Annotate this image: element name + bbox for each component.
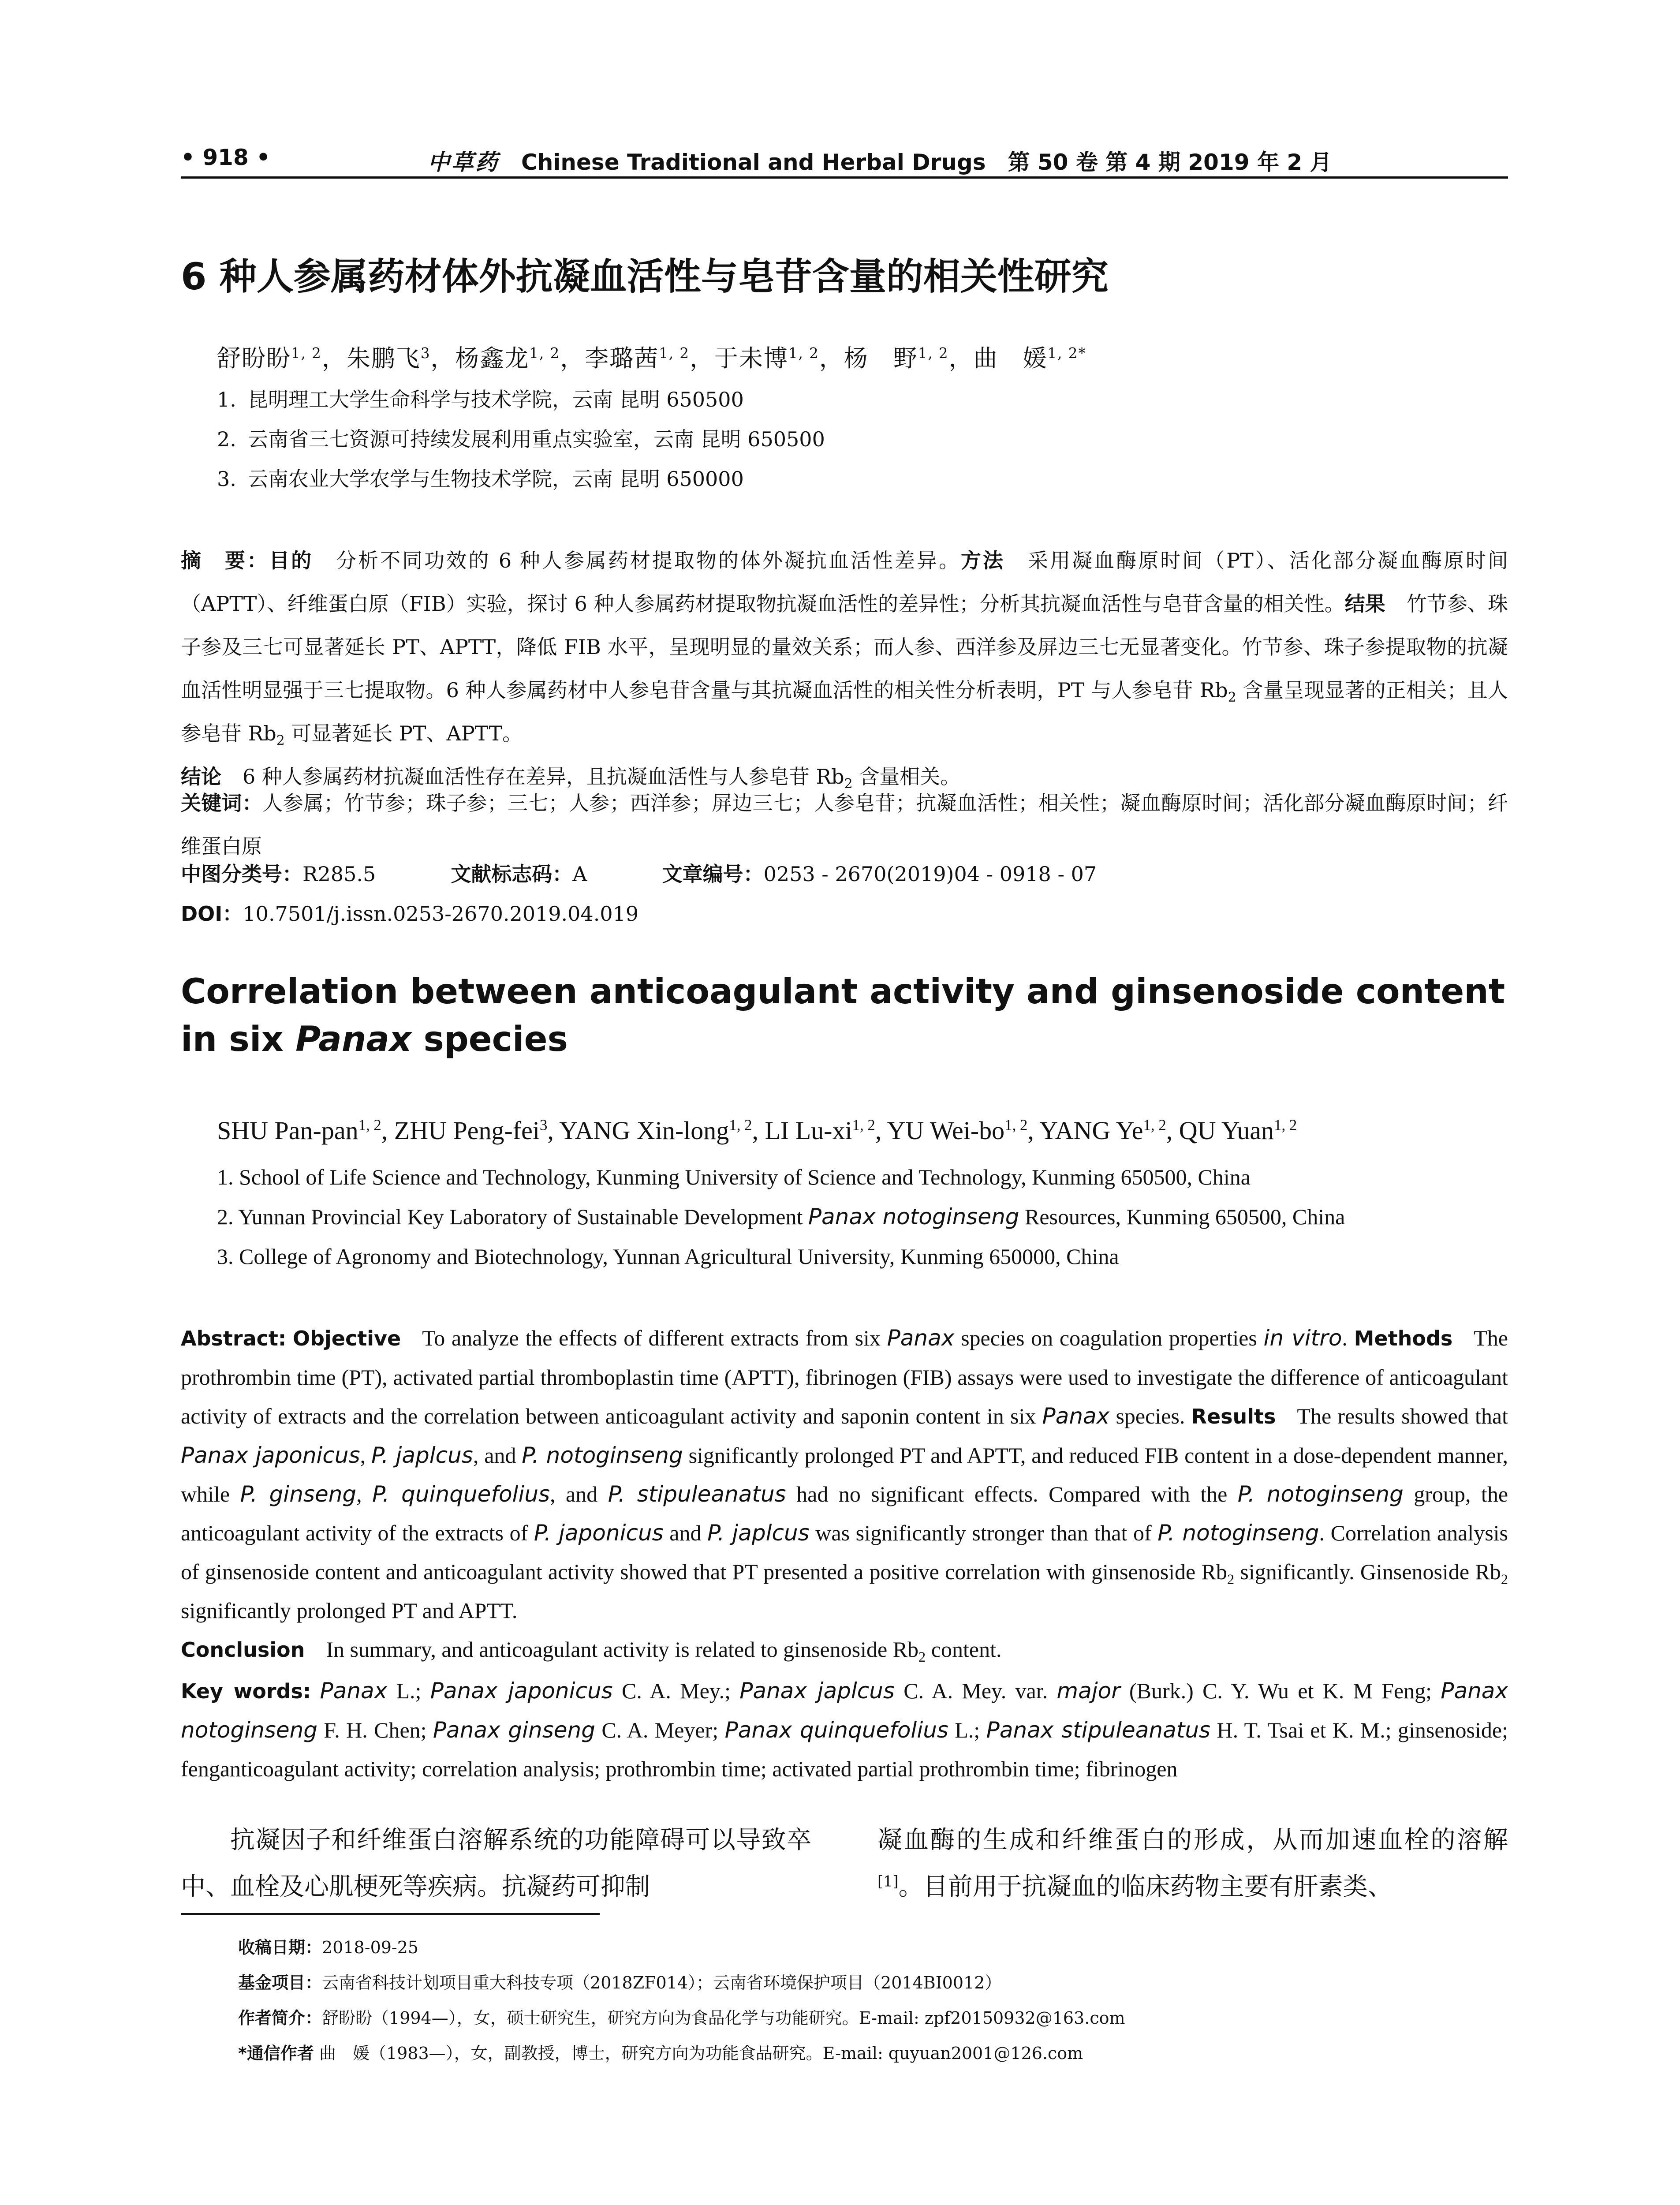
citation-ref: [1] [877, 1872, 899, 1890]
abstract-text: The prothrombin time (PT), activated partial thromboplastin time (APTT), fibrinogen (FIB) assays were used to investigate the difference of anticoagulant activity of extracts and the correlation between anticoagulant activity and saponin content in six [181, 1326, 1508, 1428]
abstract-text: , and [473, 1443, 522, 1468]
footnote-label: 作者简介： [238, 2008, 322, 2028]
abstract-text: . Correlation analysis of ginsenoside content and anticoagulant activity showed that PT presented a positive correlation with ginsenoside Rb [181, 1521, 1508, 1584]
objective-label: 目的 [269, 549, 314, 572]
subscript: 2 [844, 776, 853, 792]
aff-text: 云南省三七资源可持续发展利用重点实验室，云南 昆明 650500 [248, 427, 825, 451]
cn-author: 舒盼盼 [217, 344, 291, 372]
cn-affiliation-3 [217, 463, 744, 492]
english-keywords [181, 1671, 1508, 1788]
methods-text: 采用凝血酶原时间（PT）、活化部分凝血酶原时间（APTT）、纤维蛋白原（FIB）实验，探讨 6 种人参属药材提取物抗凝血活性的差异性；分析其抗凝血活性与皂苷含量的相关性。 [181, 549, 1508, 616]
objective-text: 分析不同功效的 6 种人参属药材提取物的体外凝抗血活性差异。 [334, 549, 961, 572]
aff-number: 1. [217, 388, 236, 411]
title-text: species [411, 1020, 568, 1059]
abstract-text: , [360, 1443, 372, 1468]
results-text: 含量呈现显著的正相关；且人参皂苷 Rb [181, 678, 1508, 745]
abstract-text: significantly prolonged PT and APTT, and reduced FIB content in a dose-dependent manner, while [181, 1443, 1508, 1506]
cn-author-sup: 1, 2 [659, 345, 690, 362]
footnote-text: 曲 媛（1983—），女，副教授，博士，研究方向为功能食品研究。E-mail: quyuan2001@126.com [314, 2044, 1083, 2063]
subscript: 2 [1227, 1572, 1235, 1588]
italic-text: Panax japlcus [739, 1678, 895, 1704]
cn-author-sup: 1, 2 [788, 345, 819, 362]
conclusion-label: 结论 [181, 765, 221, 789]
clc-value: R285.5 [302, 862, 376, 886]
cn-author-sup: 1, 2* [1047, 345, 1086, 362]
article-no-value: 0253 - 2670(2019)04 - 0918 - 07 [763, 862, 1097, 886]
cn-author: 杨鑫龙 [455, 344, 530, 372]
italic-text: major [1057, 1678, 1120, 1704]
chinese-abstract [181, 539, 1508, 798]
abstract-text: was significantly stronger than that of [809, 1521, 1158, 1545]
abstract-text: significantly prolonged PT and APTT. [181, 1598, 518, 1623]
en-author: ZHU Peng-fei [394, 1116, 540, 1145]
keyword-text: L.; [387, 1678, 430, 1703]
cn-author: 李璐茜 [585, 344, 659, 372]
header-rule [181, 176, 1508, 179]
article-no-label: 文章编号： [662, 862, 764, 886]
en-author-sup: 1, 2 [358, 1116, 381, 1134]
aff-italic: Panax notoginseng [808, 1204, 1019, 1230]
abstract-label: Abstract: [181, 1327, 287, 1350]
keyword-text: F. H. Chen; [317, 1718, 433, 1742]
keyword-text: L.; [948, 1718, 986, 1742]
abstract-text: , [356, 1482, 373, 1506]
italic-text: P. ginseng [240, 1481, 357, 1507]
en-author-sup: 1, 2 [852, 1116, 875, 1134]
abstract-text: species on coagulation properties [954, 1326, 1264, 1350]
body-text: 。目前用于抗凝血的临床药物主要有肝素类、 [898, 1872, 1393, 1901]
aff-number: 3. [217, 467, 236, 491]
abstract-label: 摘 要： [181, 549, 269, 572]
subscript: 2 [918, 1649, 926, 1665]
footnote-text: 云南省科技计划项目重大科技专项（2018ZF014）；云南省环境保护项目（2014BI0012） [322, 1973, 1002, 1992]
en-author: YANG Xin-long [559, 1116, 729, 1145]
abstract-text: . [1342, 1326, 1348, 1350]
en-affiliation-2 [217, 1204, 1345, 1230]
doccode-value: A [572, 862, 587, 886]
italic-text: Panax ginseng [433, 1717, 595, 1743]
doi-line [181, 896, 1508, 931]
en-author-sup: 1, 2 [1143, 1116, 1166, 1134]
footnote-corresponding [238, 2040, 1083, 2064]
conclusion-label: Conclusion [181, 1638, 305, 1662]
journal-issue: 第 50 卷 第 4 期 2019 年 2 月 [1008, 149, 1332, 175]
title-italic: Panax [295, 1020, 412, 1059]
journal-name: Chinese Traditional and Herbal Drugs [521, 149, 986, 175]
results-label: Results [1191, 1405, 1276, 1428]
aff-text: 2. Yunnan Provincial Key Laboratory of Sustainable Development [217, 1204, 808, 1229]
classification-line [181, 856, 1508, 892]
objective-label: Objective [293, 1327, 401, 1350]
en-author-sup: 1, 2 [729, 1116, 752, 1134]
page-number: • 918 • [181, 145, 271, 170]
chinese-keywords [181, 781, 1508, 868]
conclusion-text: 含量相关。 [852, 765, 961, 789]
abstract-text: had no significant effects. Compared with the [786, 1482, 1238, 1506]
abstract-text: and [663, 1521, 708, 1545]
results-text: 竹节参、珠子参及三七可显著延长 PT、APTT，降低 FIB 水平，呈现明显的量效关系；而人参、西洋参及屏边三七无显著变化。竹节参、珠子参提取物的抗凝血活性明显强于三七提取物。6 种人参属药材中人参皂苷含量与其抗凝血活性的相关性分析表明，PT 与人参皂苷 Rb [181, 592, 1508, 702]
cn-author-sup: 1, 2 [291, 345, 322, 362]
doi-label: DOI： [181, 902, 243, 926]
cn-author: 杨 野 [844, 344, 918, 372]
italic-text: P. japlcus [371, 1443, 473, 1468]
keywords-text: 人参属；竹节参；珠子参；三七；人参；西洋参；屏边三七；人参皂苷；抗凝血活性；相关性；凝血酶原时间；活化部分凝血酶原时间；纤维蛋白原 [181, 791, 1508, 858]
subscript: 2 [1228, 690, 1236, 706]
footnote-funding [238, 1969, 1001, 1993]
footnote-author [238, 2004, 1125, 2029]
en-author-sup: 1, 2 [1274, 1116, 1297, 1134]
subscript: 2 [276, 733, 285, 749]
en-affiliation-1: 1. School of Life Science and Technology, Kunming University of Science and Technology, Kunming 650500, China [217, 1165, 1251, 1189]
title-text: Correlation between anticoagulant activity and ginsenoside content in six [181, 972, 1505, 1059]
chinese-authors: 舒盼盼$^{1, 2}$，朱鹏飞$^3$，杨鑫龙$^{1, 2}$，李璐茜$^{1, 2}$，于未博$^{1, 2}$，杨 野$^{1, 2}$，曲 媛$^{1, 2*}$ [217, 344, 1086, 372]
body-column-right [877, 1817, 1508, 1910]
keyword-text: (Burk.) C. Y. Wu et K. M Feng; [1120, 1678, 1441, 1703]
abstract-text: group, the anticoagulant activity of the extracts of [181, 1482, 1508, 1545]
results-text: 可显著延长 PT、APTT。 [284, 721, 523, 745]
italic-text: P. japlcus [707, 1520, 810, 1546]
keywords-label: Key words: [181, 1679, 311, 1703]
abstract-text: In summary, and anticoagulant activity is related to ginsenoside Rb [326, 1637, 919, 1662]
aff-text: 云南农业大学农学与生物技术学院，云南 昆明 650000 [248, 467, 744, 491]
methods-label: Methods [1354, 1327, 1453, 1350]
footnote-rule [181, 1913, 600, 1915]
journal-logo: 中草药 [428, 150, 499, 175]
abstract-text: , and [550, 1482, 608, 1506]
subscript: 2 [1501, 1572, 1508, 1588]
journal-header [428, 145, 1332, 176]
en-author: QU Yuan [1179, 1116, 1274, 1145]
cn-affiliation-2 [217, 423, 825, 452]
cn-author: 于未博 [714, 344, 789, 372]
conclusion-text: 6 种人参属药材抗凝血活性存在差异，且抗凝血活性与人参皂苷 Rb [243, 765, 844, 789]
cn-author-sup: 3 [420, 345, 431, 362]
italic-text: P. notoginseng [522, 1443, 683, 1468]
italic-text: P. japonicus [534, 1520, 664, 1546]
footnote-received [238, 1934, 418, 1958]
en-author: LI Lu-xi [765, 1116, 852, 1145]
cn-author: 朱鹏飞 [346, 344, 421, 372]
cn-affiliation-1 [217, 384, 744, 413]
aff-text: 昆明理工大学生命科学与技术学院，云南 昆明 650500 [248, 388, 744, 411]
footnote-label: *通信作者 [238, 2044, 314, 2063]
footnote-text: 舒盼盼（1994—），女，硕士研究生，研究方向为食品化学与功能研究。E-mail: zpf20150932@163.com [322, 2008, 1125, 2028]
english-authors: SHU Pan-pan$^{1, 2}$, ZHU Peng-fei$^3$, YANG Xin-long$^{1, 2}$, LI Lu-xi$^{1, 2}$, YU Wei-bo$^{1, 2}$, YANG Ye$^{1, 2}$, QU Yuan$^{1, 2}$ [217, 1116, 1297, 1145]
italic-text: Panax japonicus [430, 1678, 613, 1704]
keywords-label: 关键词： [181, 791, 263, 815]
chinese-title: 6 种人参属药材体外抗凝血活性与皂苷含量的相关性研究 [181, 255, 1109, 298]
italic-text: Panax [1042, 1403, 1110, 1429]
paper-page [181, 0, 1508, 2205]
aff-text: Resources, Kunming 650500, China [1019, 1204, 1345, 1229]
italic-text: Panax [320, 1678, 388, 1704]
results-label: 结果 [1344, 592, 1385, 616]
abstract-text: significantly. Ginsenoside Rb [1234, 1559, 1501, 1584]
english-abstract [181, 1319, 1508, 1669]
italic-text: Panax stipuleanatus [986, 1717, 1211, 1743]
doi-value: 10.7501/j.issn.0253-2670.2019.04.019 [243, 902, 639, 926]
italic-text: Panax japonicus [181, 1443, 360, 1468]
running-header [181, 140, 1508, 176]
cn-author-sup: 1, 2 [529, 345, 560, 362]
italic-text: Panax [887, 1325, 955, 1351]
footnote-label: 基金项目： [238, 1973, 322, 1992]
keyword-text: C. A. Meyer; [595, 1718, 725, 1742]
doccode-label: 文献标志码： [451, 862, 573, 886]
en-author: YANG Ye [1039, 1116, 1143, 1145]
footnote-label: 收稿日期： [238, 1938, 322, 1957]
cn-author-sup: 1, 2 [918, 345, 949, 362]
keyword-text: C. A. Mey. var. [894, 1678, 1057, 1703]
body-text: 凝血酶的生成和纤维蛋白的形成，从而加速血栓的溶解 [877, 1826, 1508, 1854]
italic-text: Panax quinquefolius [724, 1717, 948, 1743]
italic-text: P. notoginseng [1237, 1481, 1404, 1507]
italic-text: P. notoginseng [1157, 1520, 1319, 1546]
body-column-left: 抗凝因子和纤维蛋白溶解系统的功能障碍可以导致卒中、血栓及心肌梗死等疾病。抗凝药可抑制 [181, 1826, 811, 1901]
cn-author: 曲 媛 [973, 344, 1048, 372]
italic-text: Panax notoginseng [181, 1678, 1508, 1743]
italic-text: P. stipuleanatus [608, 1481, 786, 1507]
aff-number: 2. [217, 427, 236, 451]
en-author-sup: 1, 2 [1004, 1116, 1028, 1134]
abstract-text: species. [1109, 1404, 1185, 1428]
keyword-text: H. T. Tsai et K. M.; ginsenoside; fenganticoagulant activity; correlation analysis; prothrombin time; activated partial prothrombin time; fibrinogen [181, 1718, 1508, 1781]
keyword-text: C. A. Mey.; [612, 1678, 740, 1703]
italic-text: in vitro [1263, 1325, 1342, 1351]
en-author-sup: 3 [539, 1116, 548, 1134]
english-title [181, 968, 1508, 1063]
abstract-text: content. [926, 1637, 1002, 1662]
methods-label: 方法 [961, 549, 1005, 572]
footnote-text: 2018-09-25 [322, 1938, 419, 1957]
en-author: SHU Pan-pan [217, 1116, 358, 1145]
italic-text: P. quinquefolius [372, 1481, 550, 1507]
en-affiliation-3: 3. College of Agronomy and Biotechnology, Yunnan Agricultural University, Kunming 650000, China [217, 1244, 1119, 1269]
abstract-text: The results showed that [1297, 1404, 1508, 1428]
abstract-text: To analyze the effects of different extracts from six [422, 1326, 887, 1350]
clc-label: 中图分类号： [181, 862, 302, 886]
en-author: YU Wei-bo [887, 1116, 1005, 1145]
